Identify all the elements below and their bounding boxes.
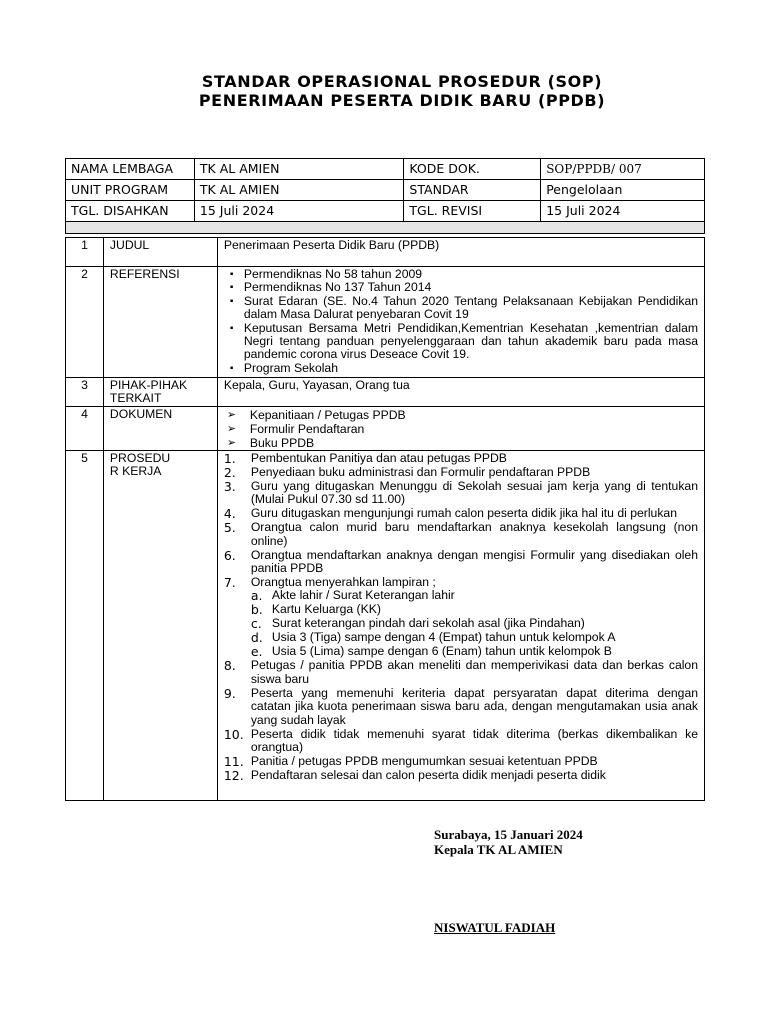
step-number: 5.: [223, 520, 236, 536]
document-title-line-2: PENERIMAAN PESERTA DIDIK BARU (PPDB): [198, 91, 606, 110]
section-number: 3: [66, 378, 104, 407]
signature-name: NISWATUL FADIAH: [434, 920, 556, 935]
procedure-step: [224, 769, 698, 782]
procedure-step: [224, 687, 698, 727]
list-item: ▪ Permendiknas No 58 tahun 2009: [224, 268, 698, 281]
list-item: ▪ Keputusan Bersama Metri Pendidikan,Kementrian Kesehatan ,kementrian dalam Negri tentang panduan penyelenggaraan dan tahun akademik baru pada masa pandemic corona virus Deseace Covit 19.: [224, 322, 698, 362]
step-number: 1.: [223, 450, 236, 466]
section-label-line: R KERJA: [109, 464, 162, 479]
header-row: [66, 201, 705, 222]
step-text: Peserta yang memenuhi keriteria dapat persyaratan dapat diterima dengan catatan jika kuota penerimaan siswa baru ada, dengan mengutamakan usia anak yang sudah layak: [250, 685, 698, 727]
header-value-standar: Pengelolaan: [541, 180, 705, 201]
step-text: Pendaftaran selesai dan calon peserta didik menjadi peserta didik: [250, 768, 606, 783]
step-number: 4.: [223, 506, 236, 522]
procedure-steps: [224, 452, 698, 783]
procedure-step: [224, 521, 698, 548]
header-row: [66, 159, 705, 180]
section-row-dokumen: [66, 406, 705, 450]
step-text: Peserta didik tidak memenuhi syarat tidak diterima (berkas dikembalikan ke orangtua): [250, 726, 698, 755]
section-number: 1: [66, 238, 104, 267]
procedure-step: [224, 728, 698, 755]
list-item: ▪ Program Sekolah: [224, 362, 698, 375]
step-number: 12.: [223, 768, 244, 784]
header-label-tgl-revisi: TGL. REVISI: [404, 201, 541, 222]
step-text: Guru yang ditugaskan Menunggu di Sekolah sesuai jam kerja yang di tentukan (Mulai Pukul 07.30 sd 11.00): [250, 478, 698, 507]
attachment-letter: c.: [250, 616, 262, 632]
step-number: 3.: [223, 478, 236, 494]
attachment-list: [251, 589, 698, 658]
reference-list: [224, 268, 698, 375]
document-title-line-1: STANDAR OPERASIONAL PROSEDUR (SOP): [201, 72, 603, 91]
section-label: DOKUMEN: [103, 406, 217, 450]
list-item: ▪ Surat Edaran (SE. No.4 Tahun 2020 Tentang Pelaksanaan Kebijakan Pendidikan dalam Masa Dalurat penyebaran Covit 19: [224, 295, 698, 322]
step-text: Panitia / petugas PPDB mengumumkan sesuai ketentuan PPDB: [250, 754, 598, 769]
procedure-step: [224, 755, 698, 768]
step-number: 10.: [223, 726, 244, 742]
section-label: [103, 450, 217, 800]
section-row-judul: [66, 238, 705, 267]
procedure-step: [224, 480, 698, 507]
attachment-text: Usia 3 (Tiga) sampe dengan 4 (Empat) tahun untuk kelompok A: [271, 630, 616, 645]
step-number: 11.: [223, 754, 244, 770]
step-number: 2.: [223, 464, 236, 480]
section-row-pihak-terkait: [66, 378, 705, 407]
step-text: Orangtua menyerahkan lampiran ;: [250, 575, 436, 590]
header-label-tgl-disahkan: TGL. DISAHKAN: [66, 201, 195, 222]
section-row-prosedur-kerja: [66, 450, 705, 800]
attachment-text: Akte lahir / Surat Keterangan lahir: [271, 588, 455, 603]
step-number: 6.: [223, 547, 236, 563]
section-number: 5: [66, 450, 104, 800]
attachment-item: [251, 617, 698, 630]
section-label-line: TERKAIT: [109, 391, 162, 406]
step-number: 8.: [223, 658, 236, 674]
header-info-table: [65, 158, 705, 234]
signature-role: Kepala TK AL AMIEN: [434, 842, 563, 857]
attachment-letter: d.: [250, 630, 263, 646]
attachment-text: Kartu Keluarga (KK): [271, 602, 381, 617]
section-label-line: PIHAK-PIHAK: [109, 378, 188, 392]
procedure-step: [224, 452, 698, 465]
procedure-step: [224, 466, 698, 479]
attachment-item: [251, 589, 698, 602]
header-spacer-row: [66, 222, 705, 234]
header-label-nama-lembaga: NAMA LEMBAGA: [66, 159, 195, 180]
procedure-step: [224, 576, 698, 659]
section-row-referensi: [66, 267, 705, 378]
list-item: ▪ Permendiknas No 137 Tahun 2014: [224, 281, 698, 294]
section-content: Kepala, Guru, Yayasan, Orang tua: [217, 378, 704, 407]
section-content: Penerimaan Peserta Didik Baru (PPDB): [217, 238, 704, 267]
step-text: Petugas / panitia PPDB akan meneliti dan memperivikasi data dan berkas calon siswa baru: [250, 658, 698, 686]
attachment-text: Usia 5 (Lima) sampe dengan 6 (Enam) tahun untik kelompok B: [271, 644, 612, 659]
section-number: 2: [66, 267, 104, 378]
step-text: Pembentukan Panitiya dan atau petugas PPDB: [250, 450, 507, 465]
section-label: REFERENSI: [103, 267, 217, 378]
header-label-standar: STANDAR: [404, 180, 541, 201]
list-item: ➢ Formulir Pendaftaran: [224, 422, 698, 436]
section-label: [103, 378, 217, 407]
section-content: [217, 406, 704, 450]
step-text: Guru ditugaskan mengunjungi rumah calon peserta didik jika hal itu di perlukan: [250, 506, 677, 521]
section-label-line: PROSEDU: [109, 450, 171, 465]
list-item: ➢ Kepanitiaan / Petugas PPDB: [224, 408, 698, 422]
attachment-item: [251, 603, 698, 616]
signature-place-date: Surabaya, 15 Januari 2024: [434, 827, 583, 842]
section-label: JUDUL: [103, 238, 217, 267]
header-value-kode-dok: SOP/PPDB/ 007: [541, 159, 705, 180]
sop-content-table: [65, 237, 705, 801]
header-value-tgl-revisi: 15 Juli 2024: [541, 201, 705, 222]
step-text: Penyediaan buku administrasi dan Formulir pendaftaran PPDB: [250, 464, 591, 479]
section-content: [217, 267, 704, 378]
header-value-unit-program: TK AL AMIEN: [194, 180, 404, 201]
attachment-letter: e.: [250, 644, 263, 660]
header-value-tgl-disahkan: 15 Juli 2024: [194, 201, 404, 222]
section-number: 4: [66, 406, 104, 450]
step-text: Orangtua mendaftarkan anaknya dengan mengisi Formulir yang disediakan oleh panitia PPDB: [250, 547, 698, 576]
attachment-letter: b.: [250, 602, 263, 618]
attachment-letter: a.: [250, 588, 263, 604]
procedure-step: [224, 659, 698, 686]
step-number: 9.: [223, 685, 236, 701]
step-text: Orangtua calon murid baru mendaftarkan anaknya kesekolah langsung (non online): [250, 520, 698, 548]
procedure-step: [224, 507, 698, 520]
list-item: ➢ Buku PPDB: [224, 436, 698, 450]
header-value-nama-lembaga: TK AL AMIEN: [194, 159, 404, 180]
procedure-step: [224, 549, 698, 576]
attachment-item: [251, 645, 698, 658]
header-label-kode-dok: KODE DOK.: [404, 159, 541, 180]
header-row: [66, 180, 705, 201]
attachment-text: Surat keterangan pindah dari sekolah asal (jika Pindahan): [271, 616, 585, 631]
attachment-item: [251, 631, 698, 644]
step-number: 7.: [223, 575, 236, 591]
header-label-unit-program: UNIT PROGRAM: [66, 180, 195, 201]
document-list: [224, 408, 698, 450]
section-content: [217, 450, 704, 800]
